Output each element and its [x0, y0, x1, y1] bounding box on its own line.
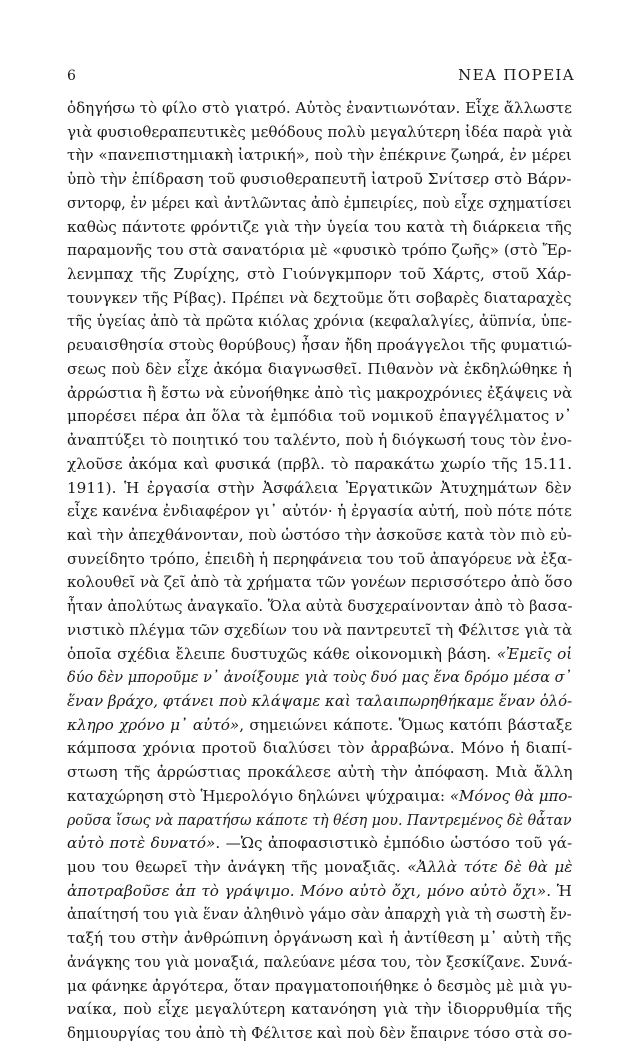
- text-segment: . —Ὡς ἀποφασιστικὸ ἐμπόδιο ὡστόσο τοῦ γά-: [215, 834, 572, 853]
- text-segment: νιστικὸ πλέγμα τῶν σχεδίων του νὰ παντρευτεῖ τὴ Φέλιτσε γιὰ τὰ: [67, 620, 572, 639]
- text-segment: κάμποσα χρόνια προτοῦ διαλύσει τὸν ἀρραβώνα. Μόνο ἡ διαπί-: [67, 739, 572, 758]
- text-segment: ὑπὸ τὴν ἐπίδραση τοῦ φυσιοθεραπευτῆ ἰατροῦ Σνίτσερ στὸ Βάρν-: [67, 170, 572, 189]
- text-line: [67, 619, 572, 643]
- text-segment: μα φάνηκε ἀργότερα, ὅταν πραγματοποιήθηκε ὁ δεσμὸς μὲ μιὰ γυ-: [67, 976, 572, 995]
- text-segment: καταχώρηση στὸ Ἡμερολόγιο δηλώνει ψύχραιμα:: [67, 786, 450, 805]
- text-line: [67, 643, 572, 667]
- text-line: [67, 216, 572, 240]
- body-text: [67, 97, 572, 1046]
- text-line: [67, 97, 572, 121]
- text-line: [67, 334, 572, 358]
- text-segment: κολουθεῖ νὰ ζεῖ ἀπὸ τὰ χρήματα τῶν γονέων περισσότερο ἀπὸ ὅσο: [67, 573, 572, 592]
- text-line: [67, 666, 572, 690]
- text-line: [67, 405, 572, 429]
- text-segment: δημιουργίας του ἀπὸ τὴ Φέλιτσε καὶ ποὺ δὲν ἔπαιρνε τόσο στὰ σο-: [67, 1024, 572, 1043]
- text-segment: τὴν «πανεπιστημιακὴ ἰατρική», ποὺ τὴν ἐπέκρινε ζωηρά, ἐν μέρει: [67, 146, 572, 165]
- text-segment: παραμονῆς του στὰ σανατόρια μὲ «φυσικὸ τρόπο ζωῆς» (στὸ Ἔρ-: [67, 241, 572, 260]
- italic-quote-segment: «Μόνος θὰ μπο-: [449, 786, 572, 805]
- text-segment: ἀνάγκης του γιὰ μοναξιά, παλεύανε μέσα του, τὸν ξεσκίζανε. Συνά-: [67, 952, 572, 971]
- page-number: 6: [67, 68, 76, 84]
- text-line: [67, 287, 572, 311]
- text-segment: ὁποῖα σχέδια ἔλειπε δυστυχῶς κάθε οἰκονομικὴ βάση.: [67, 644, 497, 663]
- text-segment: σεως ποὺ δὲν εἶχε ἀκόμα διαγνωσθεῖ. Πιθανὸν νὰ ἐκδηλώθηκε ἡ: [67, 359, 572, 378]
- text-line: [67, 358, 572, 382]
- text-segment: , σημειώνει κάποτε. Ὅμως κατόπι βάσταξε: [239, 715, 572, 734]
- text-line: [67, 144, 572, 168]
- text-line: [67, 168, 572, 192]
- text-segment: τουνγκεν τῆς Ρίβας). Πρέπει νὰ δεχτοῦμε ὅτι σοβαρὲς διαταραχὲς: [67, 288, 572, 307]
- text-segment: μου του θεωρεῖ τὴν ἀνάγκη τῆς μοναξιᾶς.: [67, 858, 408, 876]
- text-line: [67, 737, 572, 761]
- text-segment: καθὼς πάντοτε φρόντιζε γιὰ τὴν ὑγεία του κατὰ τὴ διάρκεια τῆς: [67, 217, 572, 236]
- text-segment: ρευαισθησία στοὺς θορύβους) ἦσαν ἤδη προάγγελοι τῆς φυματιώ-: [67, 336, 572, 355]
- text-line: [67, 453, 572, 477]
- text-line: [67, 263, 572, 287]
- italic-quote-segment: δύο δὲν μποροῦμε ν᾽ ἀνοίξουμε γιὰ τοὺς δυό μας ἕνα δρόμο μέσα σ᾽: [67, 668, 572, 687]
- italic-quote-segment: κληρο χρόνο μ᾽ αὐτό»: [67, 715, 240, 734]
- italic-quote-segment: «Ἐμεῖς οἱ: [496, 644, 572, 663]
- text-segment: σντορφ, ἐν μέρει καὶ ἀντλῶντας ἀπὸ ἐμπειρίες, ποὺ εἶχε σχηματίσει: [67, 193, 572, 212]
- text-line: [67, 690, 572, 714]
- text-line: [67, 524, 572, 548]
- italic-quote-segment: ἕναν βράχο, φτάνει ποὺ κλάψαμε καὶ ταλαιπωρηθήκαμε ἕναν ὁλό-: [67, 691, 572, 710]
- text-line: [67, 310, 572, 334]
- text-line: [67, 809, 572, 833]
- text-line: [67, 975, 572, 999]
- text-line: [67, 880, 572, 904]
- text-line: [67, 477, 572, 501]
- italic-quote-segment: αὐτὸ ποτὲ δυνατό»: [67, 834, 216, 853]
- text-line: [67, 998, 572, 1022]
- text-segment: χλοῦσε ἀκόμα καὶ φυσικά (πρβλ. τὸ παρακάτω χωρίο τῆς 15.11.: [67, 454, 572, 473]
- text-line: [67, 785, 572, 809]
- text-segment: ἀρρώστια ἢ ἔστω νὰ εὐνοήθηκε ἀπὸ τὶς μακροχρόνιες ἐξάψεις νὰ: [67, 383, 572, 402]
- text-segment: τῆς ὑγείας ἀπὸ τὰ πρῶτα κιόλας χρόνια (κεφαλαλγίες, ἀϋπνία, ὑπε-: [67, 312, 572, 331]
- text-line: [67, 382, 572, 406]
- page-header: [67, 66, 575, 84]
- text-line: [67, 761, 572, 785]
- text-line: [67, 595, 572, 619]
- text-line: [67, 571, 572, 595]
- text-segment: ἀπαίτησή του γιὰ ἕναν ἀληθινὸ γάμο σὰν ἀπαρχὴ γιὰ τὴ σωστὴ ἔν-: [67, 905, 572, 924]
- text-segment: συνείδητο τρόπο, ἐπειδὴ ἡ περηφάνεια του τοῦ ἀπαγόρευε νὰ ἐξα-: [67, 549, 572, 568]
- text-line: [67, 927, 572, 951]
- text-segment: εἶχε κανένα ἐνδιαφέρον γι᾽ αὐτόν· ἡ ἐργασία αὐτή, ποὺ πότε πότε: [67, 502, 572, 521]
- running-title: ΝΕΑ ΠΟΡΕΙΑ: [458, 66, 575, 84]
- text-line: [67, 500, 572, 524]
- italic-quote-segment: ροῦσα ἴσως νὰ παρατήσω κάποτε τὴ θέση μου. Παντρεμένος δὲ θἆταν: [67, 810, 572, 829]
- text-line: [67, 239, 572, 263]
- text-line: [67, 192, 572, 216]
- text-line: [67, 832, 572, 856]
- text-segment: ἀναπτύξει τὸ ποιητικό του ταλέντο, ποὺ ἡ διόγκωσή τους τὸν ἐνο-: [67, 431, 572, 450]
- text-segment: ἦταν ἀπολύτως ἀναγκαῖο. Ὅλα αὐτὰ δυσχεραίνονταν ἀπὸ τὸ βασα-: [67, 597, 572, 616]
- text-segment: . Ἡ: [546, 881, 572, 900]
- italic-quote-segment: ἀποτραβοῦσε ἀπ τὸ γράψιμο. Μόνο αὐτὸ ὄχι, μόνο αὐτὸ ὄχι»: [67, 881, 547, 900]
- text-line: [67, 951, 572, 975]
- text-line: [67, 548, 572, 572]
- text-segment: καὶ τὴν ἀπεχθάνονταν, ποὺ ὡστόσο τὴν ἀσκοῦσε κατὰ τὸν πιὸ εὐ-: [67, 525, 572, 544]
- text-line: [67, 714, 572, 738]
- text-segment: μπορέσει πέρα ἀπ ὅλα τὰ ἐμπόδια τοῦ νομικοῦ ἐπαγγέλματος ν᾽: [67, 407, 572, 426]
- italic-quote-segment: «Ἀλλὰ τότε δὲ θὰ μὲ: [407, 858, 572, 876]
- text-line: [67, 121, 572, 145]
- text-segment: λενμπαχ τῆς Ζυρίχης, στὸ Γιούνγκμπορν τοῦ Χάρτς, στοῦ Χάρ-: [67, 265, 572, 284]
- text-segment: ναίκα, ποὺ εἶχε μεγαλύτερη κατανόηση γιὰ τὴν ἰδιορρυθμία τῆς: [67, 1000, 572, 1019]
- text-line: [67, 903, 572, 927]
- text-segment: στωση τῆς ἀρρώστιας προκάλεσε αὐτὴ τὴν ἀπόφαση. Μιὰ ἄλλη: [67, 763, 572, 782]
- text-segment: γιὰ φυσιοθεραπευτικὲς μεθόδους πολὺ μεγαλύτερη ἰδέα παρὰ γιὰ: [67, 122, 572, 141]
- text-segment: ταξή του στὴν ἀνθρώπινη ὀργάνωση καὶ ἡ ἀντίθεση μ᾽ αὐτὴ τῆς: [67, 929, 572, 948]
- text-line: [67, 856, 572, 880]
- text-line: [67, 429, 572, 453]
- text-segment: ὁδηγήσω τὸ φίλο στὸ γιατρό. Αὐτὸς ἐναντιωνόταν. Εἶχε ἄλλωστε: [67, 99, 572, 117]
- text-line: [67, 1022, 572, 1046]
- text-segment: 1911). Ἡ ἐργασία στὴν Ἀσφάλεια Ἐργατικῶν Ἀτυχημάτων δὲν: [67, 478, 572, 497]
